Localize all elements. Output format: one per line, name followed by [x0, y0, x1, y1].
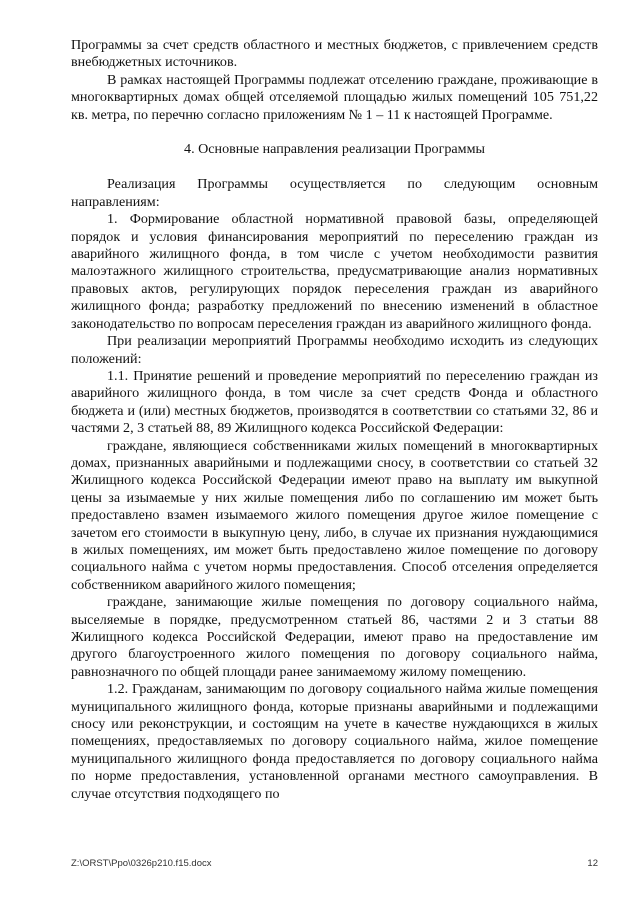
paragraph-continuation: Программы за счет средств областного и местных бюджетов, с привлечением средств внебюджетных источников.: [71, 37, 598, 71]
footer-file-path: Z:\ORST\Ppo\0326p210.f15.docx: [71, 858, 212, 869]
paragraph-item-1: 1. Формирование областной нормативной правовой базы, определяющей порядок и условия финансирования мероприятий по переселению граждан из аварийного жилищного фонда, в том числе с учетом необходимости развития малоэтажного жилищного строительства, предусматривающие анализ нормативных правовых актов, регулирующих порядок переселения граждан из аварийного жилищного фонда; разработку предложений по внесению изменений в областное законодательство по вопросам переселения граждан из аварийного жилищного фонда.: [71, 211, 598, 332]
paragraph-item-1-1: 1.1. Принятие решений и проведение мероприятий по переселению граждан из аварийного жилищного фонда, в том числе за счет средств Фонда и областного бюджета и (или) местных бюджетов, производятся в соответствии со статьями 32, 86 и частями 2, 3 статьей 88, 89 Жилищного кодекса Российской Федерации:: [71, 367, 598, 437]
document-body: [71, 37, 598, 803]
paragraph-tenants: граждане, занимающие жилые помещения по договору социального найма, выселяемые в порядке, предусмотренном статьей 86, частями 2 и 3 статьи 88 Жилищного кодекса Российской Федерации, имеют право на предоставление им другого благоустроенного жилого помещения по договору социального найма, равнозначного по общей площади ранее занимаемому жилому помещению.: [71, 594, 598, 680]
paragraph-resettlement-scope: В рамках настоящей Программы подлежат отселению граждане, проживающие в многоквартирных домах общей отселяемой площадью жилых помещений 105 751,22 кв. метра, по перечню согласно приложениям № 1 – 11 к настоящей Программе.: [71, 71, 598, 123]
paragraph-owners: граждане, являющиеся собственниками жилых помещений в многоквартирных домах, признанных аварийными и подлежащими сносу, в соответствии со статьей 32 Жилищного кодекса Российской Федерации имеют право на выплату им выкупной цены за изымаемые у них жилые помещения либо по соглашению им может быть предоставлено взамен изымаемого жилого помещения другое жилое помещение с зачетом его стоимости в выкупную цену, либо, в случае их признания нуждающимися в жилых помещениях, им может быть предоставлено жилое помещение по договору социального найма с учетом нормы предоставления. Способ отселения определяется собственником аварийного жилого помещения;: [71, 437, 598, 593]
paragraph-item-1-2: 1.2. Гражданам, занимающим по договору социального найма жилые помещения муниципального жилищного фонда, которые признаны аварийными и подлежащими сносу или реконструкции, и состоящим на учете в качестве нуждающихся в жилых помещениях, предоставляемых по договору социального найма, жилое помещение муниципального жилищного фонда предоставляется по договору социального найма по норме предоставления, установленной органами местного самоуправления. В случае отсутствия подходящего по: [71, 681, 598, 802]
section-heading: 4. Основные направления реализации Программы: [184, 141, 485, 158]
paragraph-provisions-intro: При реализации мероприятий Программы необходимо исходить из следующих положений:: [71, 333, 598, 367]
footer-page-number: 12: [587, 858, 598, 869]
paragraph-directions-intro: Реализация Программы осуществляется по следующим основным направлениям:: [71, 176, 598, 210]
